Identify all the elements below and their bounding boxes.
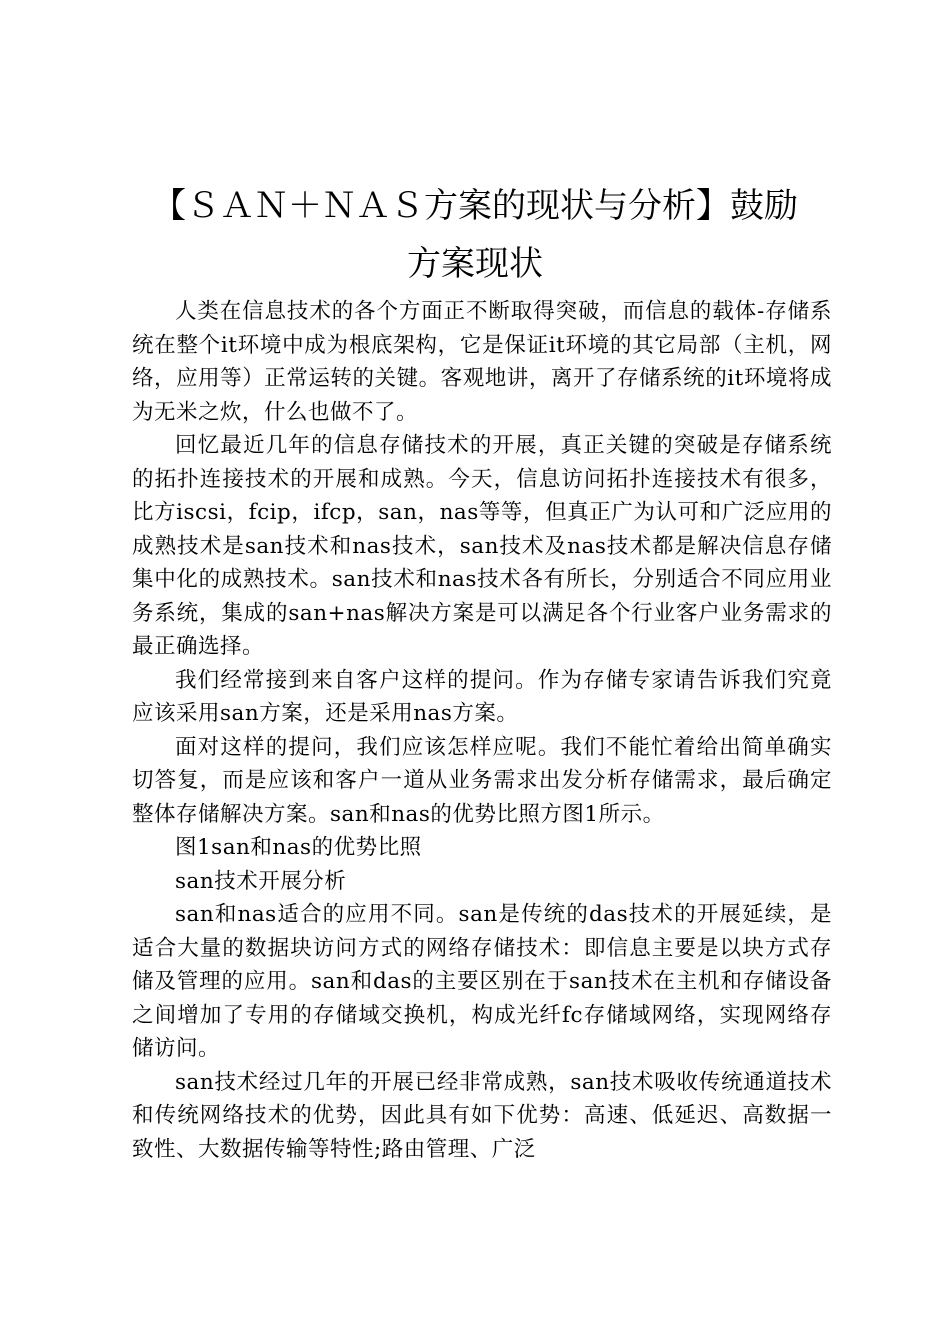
paragraph-san-advantages: san技术经过几年的开展已经非常成熟，san技术吸收传统通道技术和传统网络技术的优势，因此具有如下优势：高速、低延迟、高数据一致性、大数据传输等特性;路由管理、广泛 — [132, 1069, 832, 1162]
figure-caption: 图1san和nas的优势比照 — [175, 835, 422, 860]
paragraph-answer: 面对这样的提问，我们应该怎样应呢。我们不能忙着给出简单确实切答复，而是应该和客户一道从业务需求出发分析存储需求，最后确定整体存储解决方案。san和nas的优势比照方图1所示。 — [132, 734, 832, 827]
document-title-line-1: 【ＳＡＮ＋ＮＡＳ方案的现状与分析】鼓励 — [152, 186, 798, 226]
section-heading: san技术开展分析 — [175, 868, 347, 894]
document-title-line-2: 方案现状 — [407, 244, 543, 284]
paragraph-review: 回忆最近几年的信息存储技术的开展，真正关键的突破是存储系统的拓扑连接技术的开展和成熟。今天，信息访问拓扑连接技术有很多，比方iscsi，fcip，ifcp，san，nas等等，但真正广为认可和广泛应用的成熟技术是san技术和nas技术，san技术及nas技术都是解决信息存储集中化的成熟技术。san技术和nas技术各有所长，分别适合不同应用业务系统，集成的san+nas解决方案是可以满足各个行业客户业务需求的最正确选择。 — [132, 433, 832, 659]
paragraph-question: 我们经常接到来自客户这样的提问。作为存储专家请告诉我们究竟应该采用san方案，还是采用nas方案。 — [132, 667, 832, 726]
paragraph-intro: 人类在信息技术的各个方面正不断取得突破，而信息的载体-存储系统在整个it环境中成为根底架构，它是保证it环境的其它局部（主机，网络，应用等）正常运转的关键。客观地讲，离开了存储系统的it环境将成为无米之炊，什么也做不了。 — [132, 299, 832, 425]
paragraph-san-vs-nas: san和nas适合的应用不同。san是传统的das技术的开展延续，是适合大量的数据块访问方式的网络存储技术：即信息主要是以块方式存储及管理的应用。san和das的主要区别在于san技术在主机和存储设备之间增加了专用的存储域交换机，构成光纤fc存储域网络，实现网络存储访问。 — [132, 902, 832, 1061]
document-body — [132, 295, 832, 1166]
